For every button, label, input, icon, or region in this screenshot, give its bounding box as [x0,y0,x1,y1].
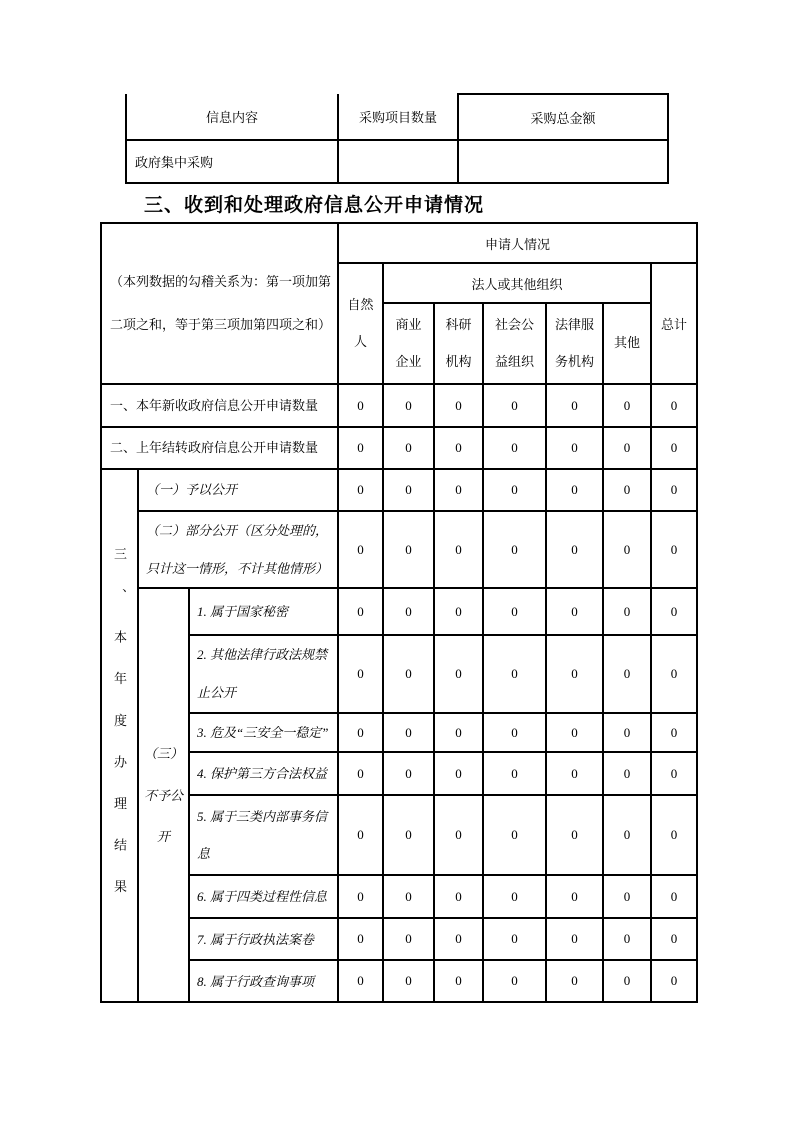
count-cell: 0 [383,795,434,875]
count-cell: 0 [483,511,546,588]
count-cell: 0 [651,588,697,635]
count-cell: 0 [546,635,603,712]
count-cell: 0 [603,795,651,875]
count-cell: 0 [651,427,697,469]
count-cell: 0 [603,875,651,918]
count-cell: 0 [483,795,546,875]
column-header-business: 商业企业 [383,303,434,384]
count-cell: 0 [338,511,383,588]
count-cell: 0 [434,752,483,795]
section-heading: 三、收到和处理政府信息公开申请情况 [144,195,485,216]
count-cell: 0 [546,588,603,635]
count-cell: 0 [483,384,546,427]
count-cell: 0 [338,960,383,1002]
column-header-info-content: 信息内容 [126,94,338,140]
count-cell: 0 [651,713,697,753]
count-cell: 0 [603,713,651,753]
count-cell: 0 [383,427,434,469]
count-cell: 0 [434,875,483,918]
count-cell: 0 [651,795,697,875]
table-row [101,960,697,1002]
column-header-natural-person: 自然人 [338,263,383,384]
count-cell: 0 [483,469,546,511]
count-cell: 0 [383,875,434,918]
group-label-annual-results: 三、本年度办理结果 [101,469,138,1002]
count-cell: 0 [483,752,546,795]
count-cell: 0 [434,918,483,960]
count-cell: 0 [338,469,383,511]
count-cell: 0 [383,511,434,588]
group-label-refusal: （三）不予公开 [138,588,189,1002]
count-cell: 0 [434,635,483,712]
count-cell: 0 [603,635,651,712]
count-cell: 0 [338,752,383,795]
column-header-applicant-group: 申请人情况 [338,223,697,263]
count-cell: 0 [546,384,603,427]
count-cell: 0 [383,384,434,427]
row-label-granted: （一）予以公开 [138,469,338,511]
row-label-process-info: 6. 属于四类过程性信息 [189,875,338,918]
table-row [101,511,697,588]
count-cell: 0 [546,960,603,1002]
count-cell: 0 [651,384,697,427]
count-cell: 0 [434,960,483,1002]
count-cell: 0 [483,918,546,960]
count-cell: 0 [603,918,651,960]
count-cell: 0 [651,469,697,511]
table-row [101,469,697,511]
column-header-legal-org-group: 法人或其他组织 [383,263,651,303]
row-label-centralized-procurement: 政府集中采购 [126,140,338,183]
count-cell: 0 [338,635,383,712]
table-row [101,635,697,712]
row-label-state-secret: 1. 属于国家秘密 [189,588,338,635]
count-cell: 0 [651,918,697,960]
table-row [101,223,697,263]
count-cell: 0 [546,795,603,875]
count-cell: 0 [546,713,603,753]
table-row [101,427,697,469]
count-cell: 0 [651,752,697,795]
count-cell: 0 [338,427,383,469]
count-cell: 0 [603,384,651,427]
row-label-endanger-safety: 3. 危及“三安全一稳定” [189,713,338,753]
procurement-table [125,93,669,184]
table-row [101,875,697,918]
cell-project-count [338,140,458,183]
row-label-new-requests: 一、本年新收政府信息公开申请数量 [101,384,338,427]
column-header-legal-service: 法律服务机构 [546,303,603,384]
count-cell: 0 [434,713,483,753]
count-cell: 0 [651,960,697,1002]
count-cell: 0 [603,588,651,635]
column-header-total-amount: 采购总金额 [458,94,668,140]
count-cell: 0 [434,795,483,875]
count-cell: 0 [338,713,383,753]
count-cell: 0 [338,918,383,960]
count-cell: 0 [546,875,603,918]
column-header-research: 科研机构 [434,303,483,384]
table-row [101,752,697,795]
count-cell: 0 [483,427,546,469]
table-row [126,94,668,140]
column-header-project-count: 采购项目数量 [338,94,458,140]
count-cell: 0 [434,384,483,427]
count-cell: 0 [546,469,603,511]
table-row [101,918,697,960]
count-cell: 0 [546,511,603,588]
table-row [126,140,668,183]
row-label-carried-over-requests: 二、上年结转政府信息公开申请数量 [101,427,338,469]
count-cell: 0 [383,469,434,511]
count-cell: 0 [434,427,483,469]
count-cell: 0 [434,511,483,588]
count-cell: 0 [603,427,651,469]
application-statistics-table [100,222,698,1003]
table-row [101,384,697,427]
count-cell: 0 [483,588,546,635]
count-cell: 0 [483,960,546,1002]
count-cell: 0 [383,635,434,712]
count-cell: 0 [338,384,383,427]
count-cell: 0 [483,635,546,712]
reconciliation-note: （本列数据的勾稽关系为：第一项加第二项之和，等于第三项加第四项之和） [101,223,338,384]
count-cell: 0 [651,635,697,712]
count-cell: 0 [383,960,434,1002]
count-cell: 0 [603,752,651,795]
count-cell: 0 [651,511,697,588]
count-cell: 0 [338,875,383,918]
count-cell: 0 [383,918,434,960]
count-cell: 0 [434,588,483,635]
count-cell: 0 [483,713,546,753]
row-label-partially-granted: （二）部分公开（区分处理的，只计这一情形，不计其他情形） [138,511,338,588]
count-cell: 0 [338,588,383,635]
column-header-other: 其他 [603,303,651,384]
count-cell: 0 [546,918,603,960]
row-label-law-enforcement-files: 7. 属于行政执法案卷 [189,918,338,960]
count-cell: 0 [338,795,383,875]
count-cell: 0 [603,960,651,1002]
count-cell: 0 [651,875,697,918]
row-label-law-forbidden: 2. 其他法律行政法规禁止公开 [189,635,338,712]
row-label-third-party-rights: 4. 保护第三方合法权益 [189,752,338,795]
count-cell: 0 [603,511,651,588]
table-row [101,588,697,635]
count-cell: 0 [434,469,483,511]
row-label-administrative-inquiry: 8. 属于行政查询事项 [189,960,338,1002]
count-cell: 0 [483,875,546,918]
count-cell: 0 [603,469,651,511]
column-header-public-welfare: 社会公益组织 [483,303,546,384]
count-cell: 0 [546,427,603,469]
count-cell: 0 [383,752,434,795]
table-row [101,795,697,875]
count-cell: 0 [383,588,434,635]
count-cell: 0 [546,752,603,795]
table-row [101,713,697,753]
row-label-internal-affairs-info: 5. 属于三类内部事务信息 [189,795,338,875]
count-cell: 0 [383,713,434,753]
column-header-total: 总计 [651,263,697,384]
cell-total-amount [458,140,668,183]
